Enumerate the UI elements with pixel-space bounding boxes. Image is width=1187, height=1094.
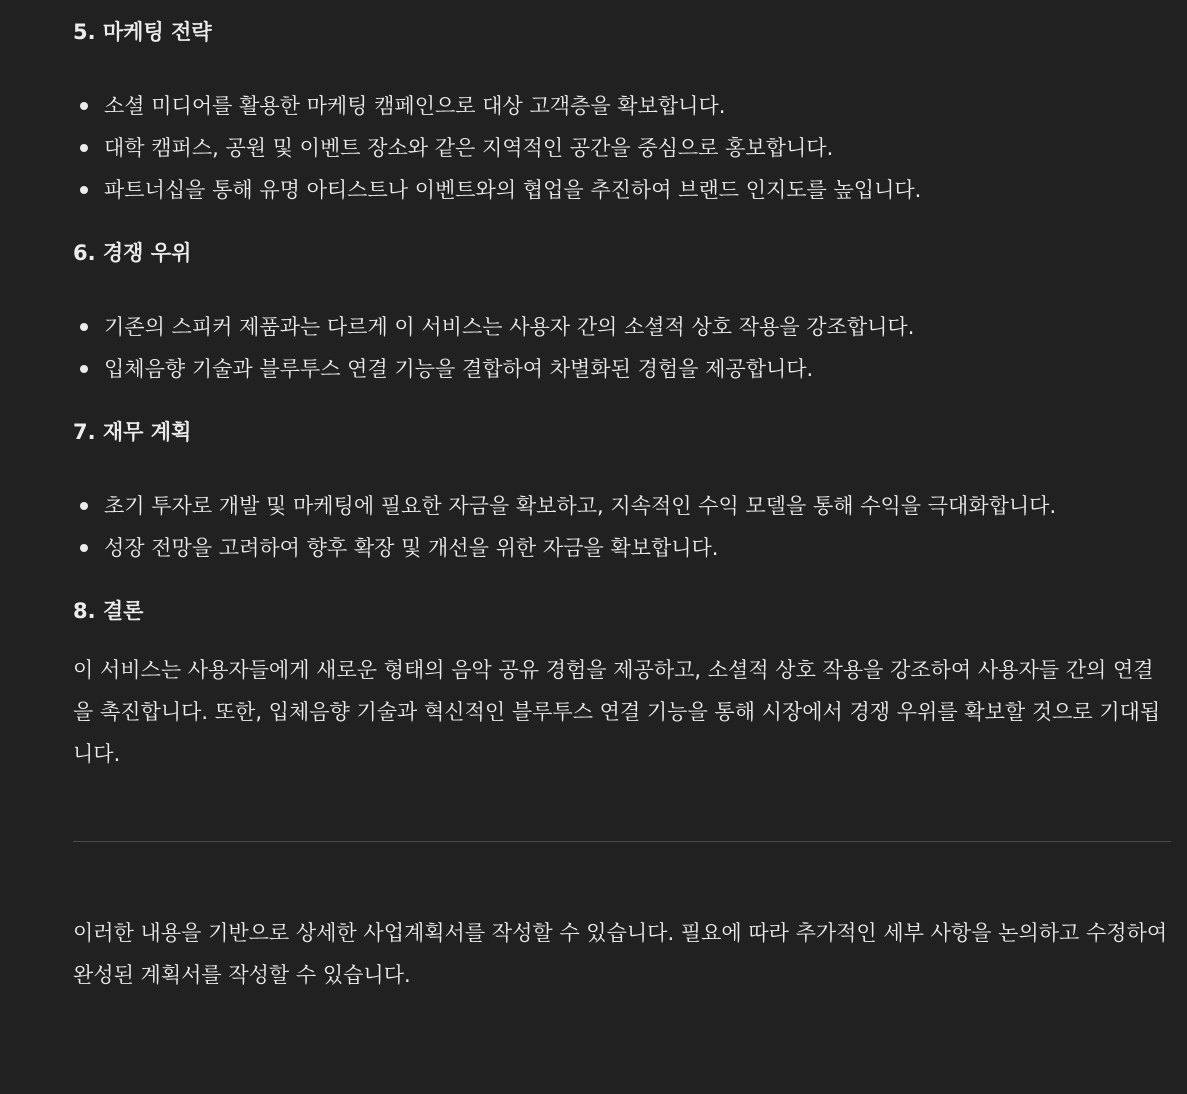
list-item	[73, 527, 1171, 569]
bullet-icon	[80, 502, 88, 510]
list-item-text: 대학 캠퍼스, 공원 및 이벤트 장소와 같은 지역적인 공간을 중심으로 홍보합니다.	[104, 136, 834, 160]
list-item-text: 성장 전망을 고려하여 향후 확장 및 개선을 위한 자금을 확보합니다.	[104, 536, 719, 560]
bullet-icon	[80, 544, 88, 552]
divider	[73, 841, 1171, 842]
bullet-icon	[80, 323, 88, 331]
section-heading-financial-plan: 7. 재무 계획	[73, 420, 192, 444]
list-item	[73, 85, 1171, 127]
bullet-list-competitive-advantage	[73, 306, 1171, 390]
list-item-text: 소셜 미디어를 활용한 마케팅 캠페인으로 대상 고객층을 확보합니다.	[104, 94, 726, 118]
message-content	[73, 14, 1171, 996]
conclusion-paragraph: 이 서비스는 사용자들에게 새로운 형태의 음악 공유 경험을 제공하고, 소셜적 상호 작용을 강조하여 사용자들 간의 연결을 촉진합니다. 또한, 입체음향 기술과 혁신적인 블루투스 연결 기능을 통해 시장에서 경쟁 우위를 확보할 것으로 기대됩니다.	[73, 658, 1161, 766]
section-heading-conclusion: 8. 결론	[73, 599, 144, 623]
list-item	[73, 306, 1171, 348]
list-item	[73, 169, 1171, 211]
list-item-text: 기존의 스피커 제품과는 다르게 이 서비스는 사용자 간의 소셜적 상호 작용을 강조합니다.	[104, 315, 915, 339]
list-item	[73, 348, 1171, 390]
list-item	[73, 127, 1171, 169]
list-item-text: 파트너십을 통해 유명 아티스트나 이벤트와의 협업을 추진하여 브랜드 인지도를 높입니다.	[104, 178, 922, 202]
list-item-text: 입체음향 기술과 블루투스 연결 기능을 결합하여 차별화된 경험을 제공합니다.	[104, 357, 814, 381]
bullet-icon	[80, 102, 88, 110]
bullet-icon	[80, 144, 88, 152]
list-item	[73, 485, 1171, 527]
bullet-icon	[80, 365, 88, 373]
bullet-list-financial-plan	[73, 485, 1171, 569]
section-heading-competitive-advantage: 6. 경쟁 우위	[73, 241, 192, 265]
bullet-list-marketing	[73, 85, 1171, 211]
list-item-text: 초기 투자로 개발 및 마케팅에 필요한 자금을 확보하고, 지속적인 수익 모델을 통해 수익을 극대화합니다.	[104, 494, 1057, 518]
section-heading-marketing: 5. 마케팅 전략	[73, 20, 212, 44]
closing-paragraph: 이러한 내용을 기반으로 상세한 사업계획서를 작성할 수 있습니다. 필요에 따라 추가적인 세부 사항을 논의하고 수정하여 완성된 계획서를 작성할 수 있습니다.	[73, 921, 1168, 987]
bullet-icon	[80, 186, 88, 194]
